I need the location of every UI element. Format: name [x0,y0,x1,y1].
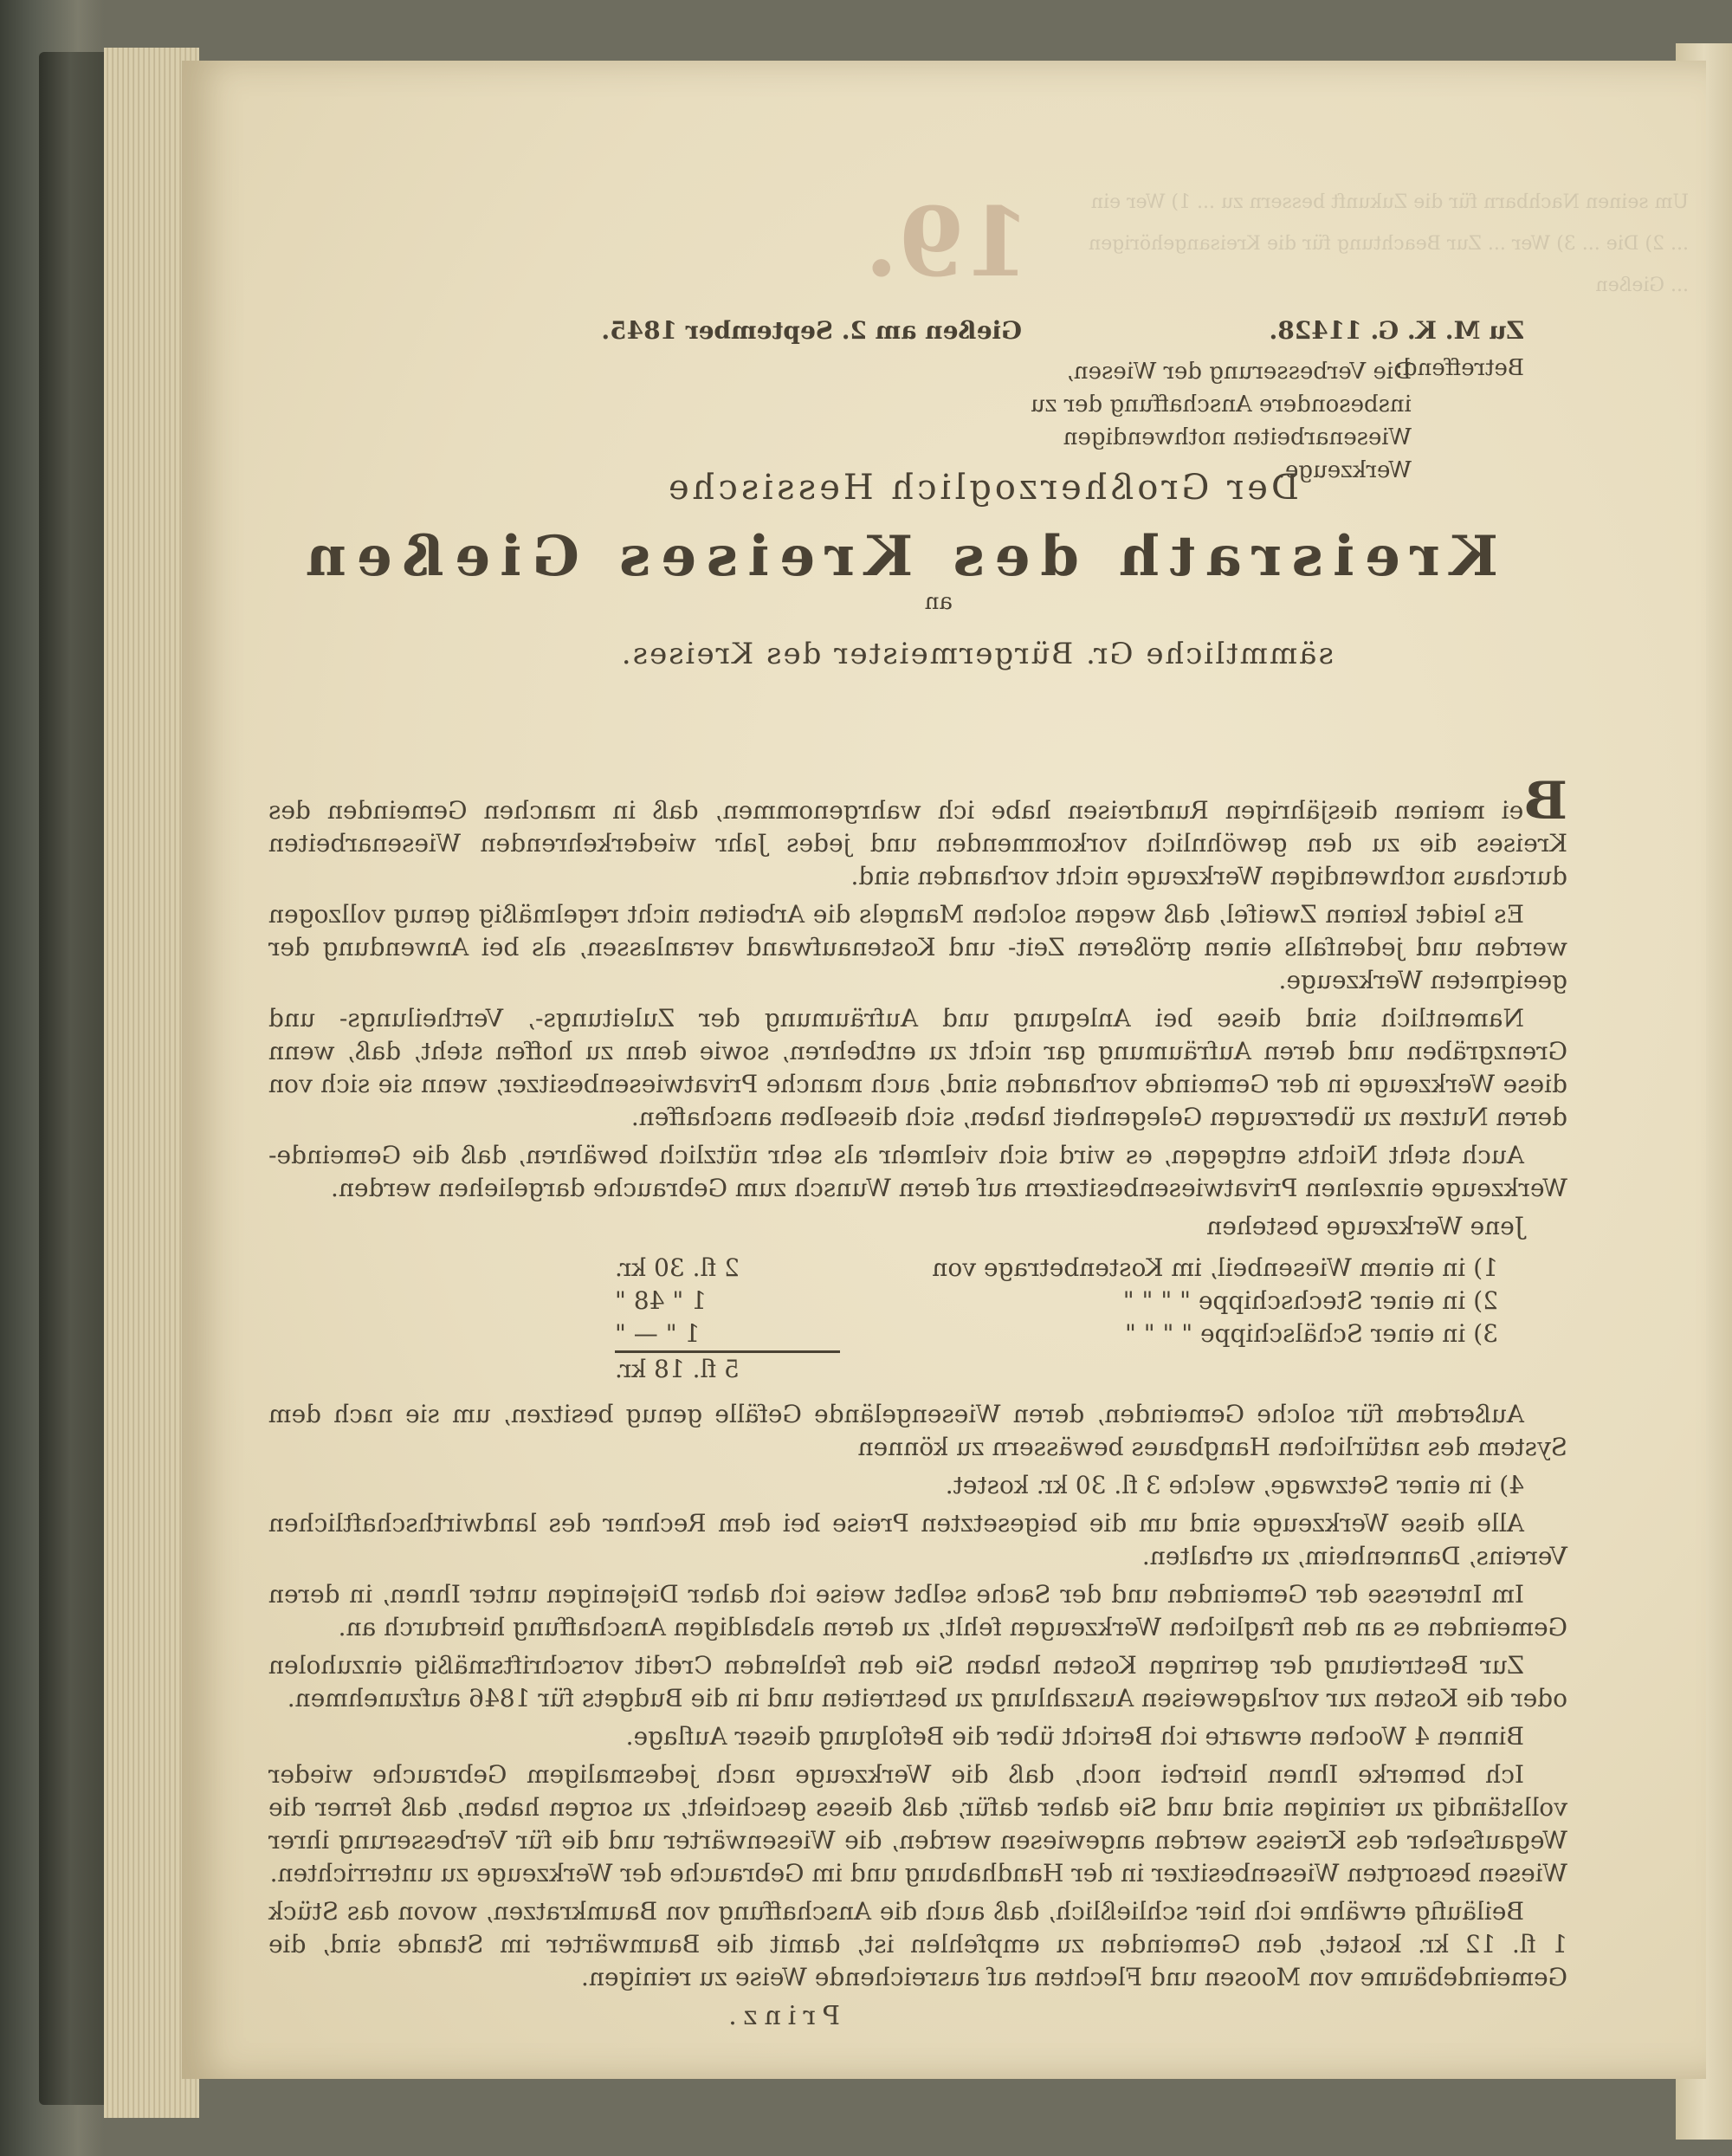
authority-name: Kreisrath des Kreises Gießen [295,524,1498,589]
paragraph: Jene Werkzeuge bestehen [1206,1212,1524,1240]
paragraph: Im Interesse der Gemeinden und der Sache selbst weise ich daher Diejenigen unter Ihnen, in deren Gemeinden es an den fraglichen Werkzeugen fehlt, zu deren alsbaldigen Anschaffung hierdurch an. [268,1580,1567,1641]
paragraph: Außerdem für solche Gemeinden, deren Wiesengelände Gefälle genug besitzen, um sie nach dem System des natürlichen Hangbaues bewässern zu können [268,1400,1567,1461]
tool-label: 3) in einer Schälschippe " " " " [1124,1319,1498,1348]
tool-row [268,1285,1498,1318]
letter-body [268,771,1567,1999]
mirrored-text-layer [182,61,1706,2079]
tool-label: 1) in einem Wiesenbeil, im Kostenbetrage von [932,1253,1498,1282]
page-number: 19. [864,186,1031,298]
addressee: sämmtliche Gr. Bürgermeister des Kreises. [619,637,1334,671]
paragraph: Binnen 4 Wochen erwarte ich Bericht über die Befolgung dieser Auflage. [625,1722,1524,1751]
bleed-through-text: Um seinen Nachbarn für die Zukunft bessern zu ... 1) Wer ein ... 2) Die ... 3) Wer ... Zur Beachtung für die Kreisangehörigen ... Gießen [1089,191,1689,296]
drop-cap: B [1523,771,1567,832]
tool-row [268,1318,1498,1350]
signature: Prinz. [721,2001,840,2031]
paragraph: 4) in einer Setzwage, welche 3 fl. 30 kr. kostet. [945,1471,1524,1499]
paragraph: Es leidet keinen Zweifel, daß wegen solchen Mangels die Arbeiten nicht regelmäßig genug vollzogen werden und jedenfalls einen größeren Zeit- und Kostenaufwand veranlassen, als bei Anwendung der geeigneten Werkzeuge. [268,900,1567,994]
date-line: Gießen am 2. September 1845. [601,316,1022,345]
paragraph: Auch steht Nichts entgegen, es wird sich vielmehr als sehr nützlich bewähren, daß die Gemeinde-Werkzeuge einzelnen Privatwiesenbesitzern auf deren Wunsch zum Gebrauche dargeliehen werden. [268,1141,1567,1202]
authority-title: Der Großherzoglich Hessische [665,468,1299,508]
reference-number: Zu M. K. G. 11428. [1269,316,1524,345]
tool-price: 2 fl. 30 kr. [615,1253,740,1282]
paragraph: Beiläufig erwähne ich hier schließlich, daß auch die Anschaffung von Baumkratzen, wovon das Stück 1 fl. 12 kr. kostet, den Gemeinden zu empfehlen ist, damit die Baumwärter im Stande sind, die Gemeindebäume von Moosen und Flechten auf ausreichende Weise zu reinigen. [268,1897,1567,1991]
paragraph: Zur Bestreitung der geringen Kosten haben Sie den fehlenden Credit vorschriftsmäßig einzuholen oder die Kosten zur vorlageweisen Auszahlung zu bestreiten und in die Budgets für 1846 aufzunehmen. [268,1651,1567,1712]
paragraph: Namentlich sind diese bei Anlegung und Aufräumung der Zuleitungs-, Vertheilungs- und Grenzgräben und deren Aufräumung gar nicht zu entbehren, sowie denn zu hoffen steht, daß, wenn diese Werkzeuge in der Gemeinde vorhanden sind, auch manche Privatwiesenbesitzer, wenn sie sich von deren Nutzen zu überzeugen Gelegenheit haben, sich dieselben anschaffen. [268,1004,1567,1131]
subject-text: Die Verbesserung der Wiesen, insbesondere Anschaffung der zu Wiesenarbeiten nothwendigen Werkzeuge. [1031,359,1412,483]
paragraph [268,771,1567,893]
tool-price: 1 " 48 " [615,1286,707,1315]
tool-price-list [268,1252,1498,1386]
paragraph-text: ei meinen diesjährigen Rundreisen habe ich wahrgenommen, daß in manchen Gemeinden des Kreises die zu den gewöhnlich vorkommenden und jedes Jahr wiederkehrenden Wiesenarbeiten durchaus nothwendigen Werkzeuge nicht vorhanden sind. [268,796,1567,890]
paragraph: Ich bemerke Ihnen hierbei noch, daß die Werkzeuge nach jedesmaligem Gebrauche wieder vollständig zu reinigen sind und Sie daher dafür, daß dieses geschieht, zu sorgen haben, daß ferner die Wegaufseher des Kreises werden angewiesen werden, die Wiesenwärter und die für Verbesserung ihrer Wiesen besorgten Wiesenbesitzer in der Handhabung und im Gebrauche der Werkzeuge zu unterrichten. [268,1760,1567,1887]
to-word: an [924,589,953,615]
tool-total-row [268,1350,1498,1386]
tool-row [268,1252,1498,1285]
document-page [182,61,1706,2079]
paragraph: Alle diese Werkzeuge sind um die beigesetzten Preise bei dem Rechner des landwirthschaftlichen Vereins, Dannenheim, zu erhalten. [268,1509,1567,1570]
tool-total: 5 fl. 18 kr. [615,1350,840,1386]
subject-label: Betreffend: [1395,355,1524,381]
tool-price: 1 " — " [615,1319,701,1348]
tool-label: 2) in einer Stechschippe " " " " [1122,1286,1498,1315]
